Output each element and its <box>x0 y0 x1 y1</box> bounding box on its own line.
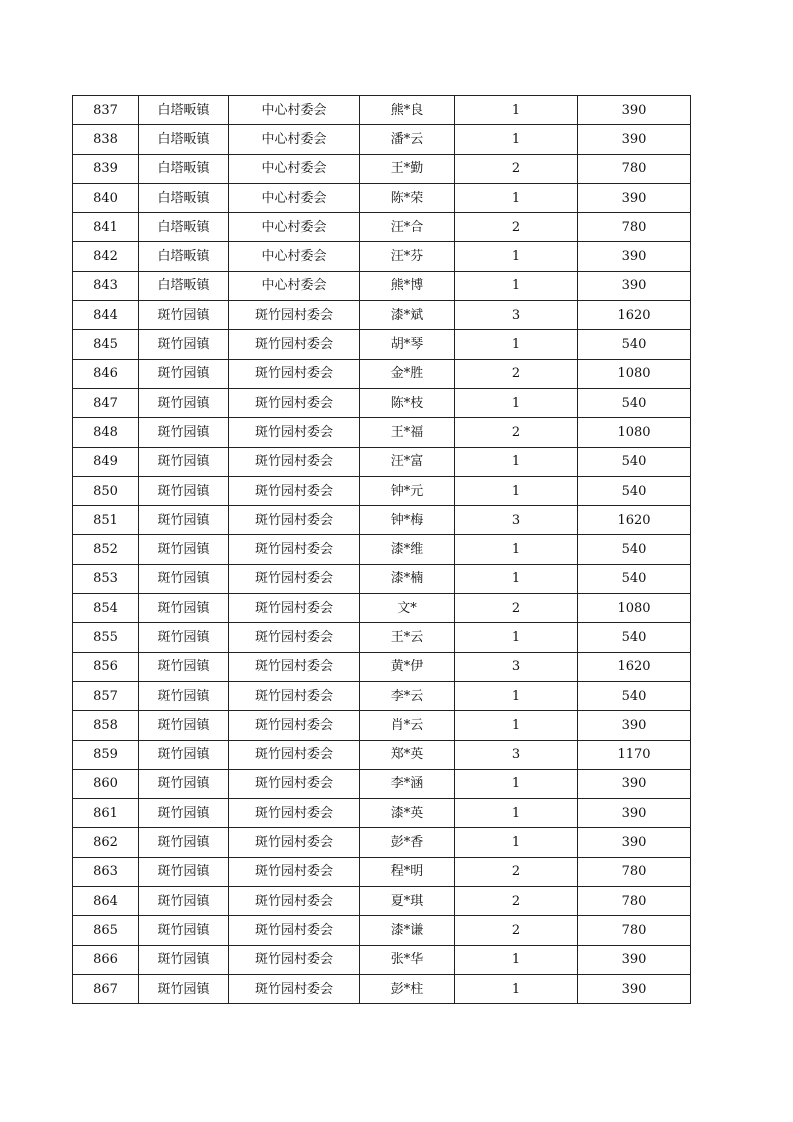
count-cell: 3 <box>455 301 578 330</box>
count-cell: 1 <box>455 125 578 154</box>
row-number-cell: 845 <box>73 330 139 359</box>
village-committee-cell: 斑竹园村委会 <box>229 506 360 535</box>
count-cell: 1 <box>455 974 578 1003</box>
row-number-cell: 850 <box>73 476 139 505</box>
town-cell: 斑竹园镇 <box>139 418 229 447</box>
name-cell: 程*明 <box>360 857 455 886</box>
village-committee-cell: 斑竹园村委会 <box>229 945 360 974</box>
name-cell: 漆*维 <box>360 535 455 564</box>
row-number-cell: 864 <box>73 887 139 916</box>
village-committee-cell: 斑竹园村委会 <box>229 974 360 1003</box>
table-row <box>73 183 691 212</box>
count-cell: 1 <box>455 828 578 857</box>
town-cell: 斑竹园镇 <box>139 359 229 388</box>
name-cell: 彭*柱 <box>360 974 455 1003</box>
row-number-cell: 857 <box>73 681 139 710</box>
village-committee-cell: 斑竹园村委会 <box>229 799 360 828</box>
name-cell: 彭*香 <box>360 828 455 857</box>
town-cell: 白塔畈镇 <box>139 125 229 154</box>
table-row <box>73 154 691 183</box>
name-cell: 李*涵 <box>360 769 455 798</box>
row-number-cell: 841 <box>73 213 139 242</box>
village-committee-cell: 中心村委会 <box>229 242 360 271</box>
name-cell: 王*云 <box>360 623 455 652</box>
village-committee-cell: 斑竹园村委会 <box>229 887 360 916</box>
count-cell: 1 <box>455 183 578 212</box>
table-row <box>73 681 691 710</box>
count-cell: 2 <box>455 887 578 916</box>
name-cell: 钟*梅 <box>360 506 455 535</box>
amount-cell: 1620 <box>578 301 691 330</box>
row-number-cell: 858 <box>73 711 139 740</box>
name-cell: 汪*富 <box>360 447 455 476</box>
count-cell: 1 <box>455 388 578 417</box>
count-cell: 1 <box>455 242 578 271</box>
table-row <box>73 769 691 798</box>
table-row <box>73 476 691 505</box>
village-committee-cell: 斑竹园村委会 <box>229 418 360 447</box>
table-row <box>73 799 691 828</box>
table-row <box>73 359 691 388</box>
amount-cell: 780 <box>578 857 691 886</box>
count-cell: 1 <box>455 535 578 564</box>
town-cell: 斑竹园镇 <box>139 857 229 886</box>
name-cell: 漆*楠 <box>360 564 455 593</box>
count-cell: 1 <box>455 769 578 798</box>
town-cell: 斑竹园镇 <box>139 301 229 330</box>
name-cell: 汪*合 <box>360 213 455 242</box>
town-cell: 斑竹园镇 <box>139 388 229 417</box>
village-committee-cell: 斑竹园村委会 <box>229 681 360 710</box>
amount-cell: 1620 <box>578 652 691 681</box>
town-cell: 斑竹园镇 <box>139 740 229 769</box>
village-committee-cell: 中心村委会 <box>229 154 360 183</box>
amount-cell: 540 <box>578 564 691 593</box>
row-number-cell: 853 <box>73 564 139 593</box>
amount-cell: 1080 <box>578 594 691 623</box>
name-cell: 文* <box>360 594 455 623</box>
amount-cell: 390 <box>578 125 691 154</box>
village-committee-cell: 斑竹园村委会 <box>229 447 360 476</box>
count-cell: 1 <box>455 476 578 505</box>
row-number-cell: 861 <box>73 799 139 828</box>
row-number-cell: 863 <box>73 857 139 886</box>
row-number-cell: 839 <box>73 154 139 183</box>
table-row <box>73 213 691 242</box>
row-number-cell: 851 <box>73 506 139 535</box>
town-cell: 斑竹园镇 <box>139 887 229 916</box>
table-body <box>73 96 691 1004</box>
amount-cell: 540 <box>578 388 691 417</box>
town-cell: 斑竹园镇 <box>139 506 229 535</box>
amount-cell: 780 <box>578 154 691 183</box>
amount-cell: 390 <box>578 799 691 828</box>
town-cell: 斑竹园镇 <box>139 564 229 593</box>
town-cell: 斑竹园镇 <box>139 330 229 359</box>
count-cell: 1 <box>455 564 578 593</box>
row-number-cell: 854 <box>73 594 139 623</box>
count-cell: 1 <box>455 945 578 974</box>
town-cell: 斑竹园镇 <box>139 623 229 652</box>
count-cell: 1 <box>455 711 578 740</box>
count-cell: 1 <box>455 799 578 828</box>
name-cell: 漆*谦 <box>360 916 455 945</box>
name-cell: 郑*英 <box>360 740 455 769</box>
village-committee-cell: 斑竹园村委会 <box>229 564 360 593</box>
table-row <box>73 887 691 916</box>
amount-cell: 780 <box>578 916 691 945</box>
village-committee-cell: 中心村委会 <box>229 271 360 300</box>
count-cell: 1 <box>455 330 578 359</box>
row-number-cell: 849 <box>73 447 139 476</box>
amount-cell: 540 <box>578 330 691 359</box>
row-number-cell: 866 <box>73 945 139 974</box>
count-cell: 3 <box>455 506 578 535</box>
village-committee-cell: 中心村委会 <box>229 183 360 212</box>
amount-cell: 540 <box>578 535 691 564</box>
village-committee-cell: 斑竹园村委会 <box>229 740 360 769</box>
name-cell: 熊*博 <box>360 271 455 300</box>
amount-cell: 540 <box>578 447 691 476</box>
name-cell: 陈*枝 <box>360 388 455 417</box>
name-cell: 熊*良 <box>360 96 455 125</box>
count-cell: 2 <box>455 857 578 886</box>
count-cell: 1 <box>455 271 578 300</box>
town-cell: 斑竹园镇 <box>139 476 229 505</box>
table-row <box>73 740 691 769</box>
town-cell: 斑竹园镇 <box>139 769 229 798</box>
name-cell: 胡*琴 <box>360 330 455 359</box>
count-cell: 3 <box>455 652 578 681</box>
count-cell: 2 <box>455 916 578 945</box>
town-cell: 白塔畈镇 <box>139 213 229 242</box>
count-cell: 1 <box>455 623 578 652</box>
village-committee-cell: 斑竹园村委会 <box>229 711 360 740</box>
table-row <box>73 623 691 652</box>
row-number-cell: 859 <box>73 740 139 769</box>
row-number-cell: 842 <box>73 242 139 271</box>
amount-cell: 540 <box>578 623 691 652</box>
name-cell: 陈*荣 <box>360 183 455 212</box>
count-cell: 2 <box>455 359 578 388</box>
name-cell: 李*云 <box>360 681 455 710</box>
table-row <box>73 594 691 623</box>
town-cell: 斑竹园镇 <box>139 974 229 1003</box>
table-row <box>73 271 691 300</box>
village-committee-cell: 中心村委会 <box>229 213 360 242</box>
table-row <box>73 945 691 974</box>
name-cell: 金*胜 <box>360 359 455 388</box>
amount-cell: 390 <box>578 945 691 974</box>
amount-cell: 390 <box>578 769 691 798</box>
amount-cell: 1620 <box>578 506 691 535</box>
count-cell: 1 <box>455 681 578 710</box>
town-cell: 斑竹园镇 <box>139 916 229 945</box>
table-row <box>73 711 691 740</box>
name-cell: 王*勤 <box>360 154 455 183</box>
table-row <box>73 301 691 330</box>
village-committee-cell: 中心村委会 <box>229 96 360 125</box>
table-row <box>73 506 691 535</box>
name-cell: 夏*琪 <box>360 887 455 916</box>
amount-cell: 390 <box>578 974 691 1003</box>
row-number-cell: 865 <box>73 916 139 945</box>
row-number-cell: 855 <box>73 623 139 652</box>
count-cell: 2 <box>455 594 578 623</box>
village-committee-cell: 斑竹园村委会 <box>229 769 360 798</box>
name-cell: 张*华 <box>360 945 455 974</box>
row-number-cell: 846 <box>73 359 139 388</box>
row-number-cell: 847 <box>73 388 139 417</box>
name-cell: 王*福 <box>360 418 455 447</box>
table-row <box>73 974 691 1003</box>
amount-cell: 1080 <box>578 359 691 388</box>
count-cell: 1 <box>455 96 578 125</box>
amount-cell: 390 <box>578 242 691 271</box>
town-cell: 白塔畈镇 <box>139 242 229 271</box>
village-committee-cell: 斑竹园村委会 <box>229 535 360 564</box>
count-cell: 1 <box>455 447 578 476</box>
row-number-cell: 852 <box>73 535 139 564</box>
table-row <box>73 564 691 593</box>
village-committee-cell: 斑竹园村委会 <box>229 476 360 505</box>
village-committee-cell: 斑竹园村委会 <box>229 330 360 359</box>
table-row <box>73 828 691 857</box>
amount-cell: 390 <box>578 183 691 212</box>
count-cell: 2 <box>455 213 578 242</box>
village-committee-cell: 斑竹园村委会 <box>229 652 360 681</box>
amount-cell: 390 <box>578 271 691 300</box>
name-cell: 肖*云 <box>360 711 455 740</box>
town-cell: 白塔畈镇 <box>139 96 229 125</box>
town-cell: 斑竹园镇 <box>139 828 229 857</box>
amount-cell: 390 <box>578 828 691 857</box>
count-cell: 2 <box>455 154 578 183</box>
row-number-cell: 856 <box>73 652 139 681</box>
table-row <box>73 388 691 417</box>
village-committee-cell: 斑竹园村委会 <box>229 594 360 623</box>
name-cell: 漆*英 <box>360 799 455 828</box>
table-row <box>73 242 691 271</box>
row-number-cell: 840 <box>73 183 139 212</box>
amount-cell: 540 <box>578 476 691 505</box>
row-number-cell: 860 <box>73 769 139 798</box>
row-number-cell: 838 <box>73 125 139 154</box>
village-committee-cell: 斑竹园村委会 <box>229 857 360 886</box>
amount-cell: 1080 <box>578 418 691 447</box>
town-cell: 白塔畈镇 <box>139 271 229 300</box>
village-committee-cell: 中心村委会 <box>229 125 360 154</box>
town-cell: 斑竹园镇 <box>139 535 229 564</box>
count-cell: 2 <box>455 418 578 447</box>
amount-cell: 390 <box>578 96 691 125</box>
village-committee-cell: 斑竹园村委会 <box>229 623 360 652</box>
town-cell: 斑竹园镇 <box>139 447 229 476</box>
name-cell: 钟*元 <box>360 476 455 505</box>
amount-cell: 780 <box>578 887 691 916</box>
table-row <box>73 418 691 447</box>
count-cell: 3 <box>455 740 578 769</box>
town-cell: 斑竹园镇 <box>139 799 229 828</box>
village-committee-cell: 斑竹园村委会 <box>229 359 360 388</box>
name-cell: 黄*伊 <box>360 652 455 681</box>
row-number-cell: 837 <box>73 96 139 125</box>
row-number-cell: 843 <box>73 271 139 300</box>
amount-cell: 1170 <box>578 740 691 769</box>
town-cell: 斑竹园镇 <box>139 945 229 974</box>
town-cell: 斑竹园镇 <box>139 594 229 623</box>
village-committee-cell: 斑竹园村委会 <box>229 916 360 945</box>
table-row <box>73 125 691 154</box>
town-cell: 白塔畈镇 <box>139 183 229 212</box>
row-number-cell: 862 <box>73 828 139 857</box>
amount-cell: 390 <box>578 711 691 740</box>
table-row <box>73 535 691 564</box>
town-cell: 白塔畈镇 <box>139 154 229 183</box>
village-committee-cell: 斑竹园村委会 <box>229 828 360 857</box>
name-cell: 潘*云 <box>360 125 455 154</box>
table-row <box>73 916 691 945</box>
row-number-cell: 867 <box>73 974 139 1003</box>
village-committee-cell: 斑竹园村委会 <box>229 388 360 417</box>
table-row <box>73 447 691 476</box>
row-number-cell: 848 <box>73 418 139 447</box>
table-row <box>73 857 691 886</box>
town-cell: 斑竹园镇 <box>139 711 229 740</box>
village-committee-cell: 斑竹园村委会 <box>229 301 360 330</box>
town-cell: 斑竹园镇 <box>139 681 229 710</box>
name-cell: 漆*斌 <box>360 301 455 330</box>
table-row <box>73 330 691 359</box>
data-table <box>72 95 691 1004</box>
amount-cell: 540 <box>578 681 691 710</box>
name-cell: 汪*芬 <box>360 242 455 271</box>
amount-cell: 780 <box>578 213 691 242</box>
town-cell: 斑竹园镇 <box>139 652 229 681</box>
table-row <box>73 652 691 681</box>
row-number-cell: 844 <box>73 301 139 330</box>
table-row <box>73 96 691 125</box>
